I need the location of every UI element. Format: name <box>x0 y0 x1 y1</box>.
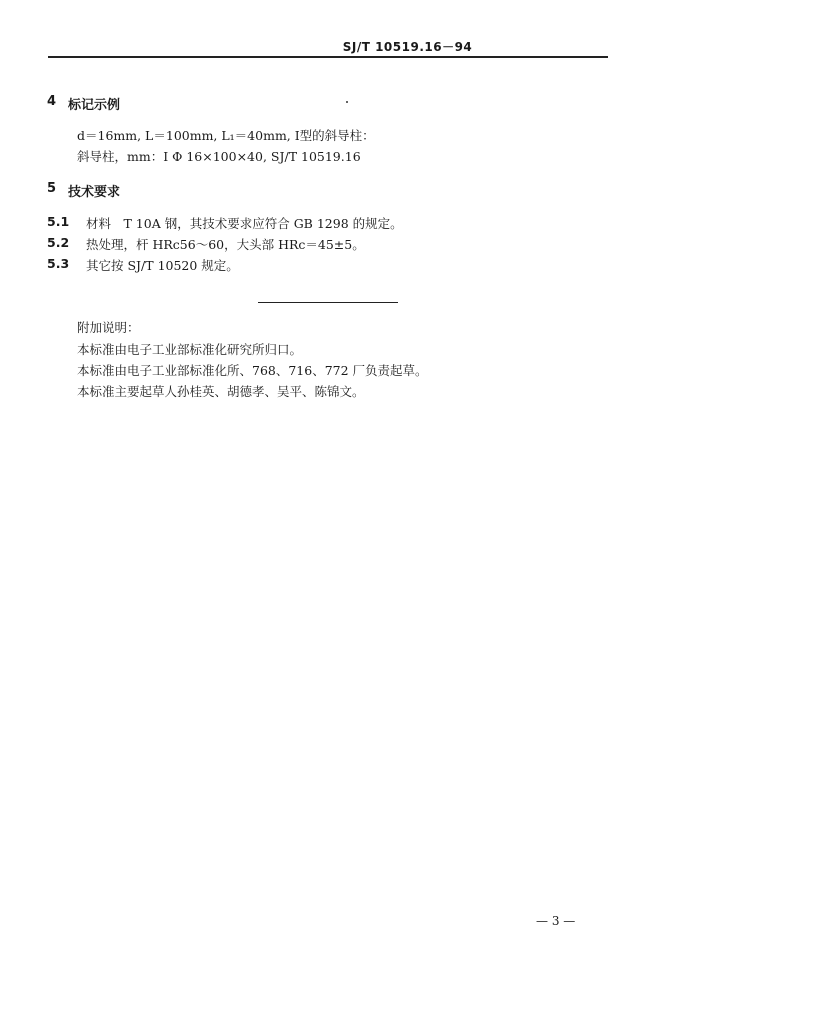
section-5-title: 技术要求 <box>68 185 121 200</box>
header-rule <box>48 56 608 58</box>
notes-line-3: 本标准主要起草人孙桂英、胡德孝、吴平、陈锦文。 <box>77 384 365 399</box>
item-5-3-number: 5.3 <box>47 256 70 271</box>
item-5-2-number: 5.2 <box>47 235 70 250</box>
section-divider <box>258 302 398 303</box>
item-5-3-text: 其它按 SJ/T 10520 规定。 <box>86 258 239 273</box>
item-5-1-text: 材料 T 10A 钢，其技术要求应符合 GB 1298 的规定。 <box>86 216 403 231</box>
marking-example-line-1: d＝16mm, L＝100mm, L₁＝40mm, Ⅰ型的斜导柱： <box>77 128 375 143</box>
notes-title: 附加说明： <box>77 320 140 335</box>
section-4-title: 标记示例 <box>68 98 121 113</box>
section-5-number: 5 <box>47 181 57 196</box>
page-number: — 3 — <box>536 914 576 928</box>
item-5-1-number: 5.1 <box>47 214 70 229</box>
section-4-number: 4 <box>47 94 57 109</box>
notes-line-2: 本标准由电子工业部标准化所、768、716、772 厂负责起草。 <box>77 363 428 378</box>
scan-speck <box>346 101 348 103</box>
notes-line-1: 本标准由电子工业部标准化研究所归口。 <box>77 342 303 357</box>
marking-example-line-2: 斜导柱，mm：Ⅰ Φ 16×100×40, SJ/T 10519.16 <box>77 149 361 164</box>
document-code-header: SJ/T 10519.16－94 <box>342 40 473 54</box>
item-5-2-text: 热处理，杆 HRc56～60，大头部 HRc＝45±5。 <box>86 237 365 252</box>
